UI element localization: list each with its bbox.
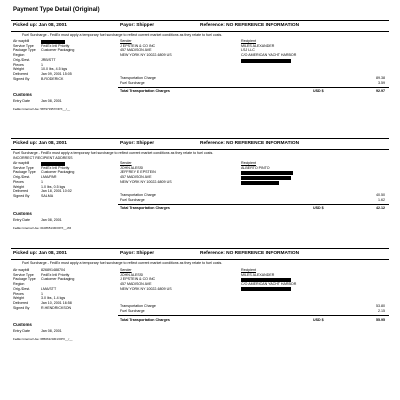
divider bbox=[118, 204, 389, 205]
sender-block: Sender JOHN ALESSI JEFFREY E EPSTEIN 457 MADISON AVE NEW YORK NY 10022-6809 US bbox=[120, 161, 172, 184]
redacted-address bbox=[241, 181, 279, 185]
picked-up: Picked up: Jan 08, 2001 bbox=[13, 141, 67, 146]
divider bbox=[11, 20, 389, 21]
picked-up: Picked up: Jan 08, 2001 bbox=[13, 251, 67, 256]
detail-values: 826891488704 FedEx Intl Priority Customer Packaging LMA/STT 1 3.0 lbs, 1.4 kgs Jan 10, 2001 16:58 R.HENDRICKSON bbox=[41, 268, 75, 310]
redacted-address bbox=[241, 278, 291, 282]
internal-use: FedEx Internal Use: 587973357/OPX__/__ bbox=[13, 107, 71, 111]
transportation-charge-value: 40.50 bbox=[376, 193, 385, 197]
entry-date-label: Entry Date bbox=[13, 218, 30, 222]
currency-label: USD $ bbox=[313, 318, 324, 322]
internal-use: FedEx Internal Use: 685061/3301/OPX__/__ bbox=[13, 337, 73, 341]
currency-label: USD $ bbox=[313, 89, 324, 93]
recipient-block: Recipient ALBERTO PINTO bbox=[241, 161, 270, 170]
divider bbox=[118, 315, 389, 316]
redacted-address bbox=[241, 59, 291, 63]
transportation-charge-label: Transportation Charge bbox=[120, 193, 156, 197]
divider bbox=[11, 259, 389, 260]
reference: Reference: NO REFERENCE INFORMATION bbox=[200, 23, 300, 28]
customs-heading: Customs bbox=[13, 92, 32, 97]
detail-labels: Air waybill Service Type Package Type Region Orig./Dest. Pieces Weight Delivered Signed By bbox=[13, 268, 36, 310]
payor: Payor: Shipper bbox=[120, 23, 155, 28]
fuel-surcharge-label: Fuel Surcharge bbox=[120, 198, 145, 202]
page-title: Payment Type Detail (Original) bbox=[13, 7, 100, 13]
customs-heading: Customs bbox=[13, 322, 32, 327]
total-label: Total Transportation Charges bbox=[120, 206, 170, 210]
transportation-charge-value: 89.38 bbox=[376, 76, 385, 80]
fuel-surcharge-value: 1.62 bbox=[378, 198, 385, 202]
currency-label: USD $ bbox=[313, 206, 324, 210]
divider bbox=[11, 31, 389, 32]
transportation-charge-label: Transportation Charge bbox=[120, 304, 156, 308]
entry-date-value: Jan 08, 2001 bbox=[41, 329, 62, 333]
customs-heading: Customs bbox=[13, 211, 32, 216]
fuel-notice: Fuel Surcharge - FedEx must apply a temporary fuel surcharge to reflect current market conditions as they relate to fuel costs. bbox=[13, 151, 214, 155]
entry-date-label: Entry Date bbox=[13, 99, 30, 103]
entry-date-label: Entry Date bbox=[13, 329, 30, 333]
delivery-note: INCORRECT RECIPIENT ADDRESS bbox=[13, 155, 73, 160]
divider bbox=[11, 138, 389, 139]
total-label: Total Transportation Charges bbox=[120, 318, 170, 322]
total-label: Total Transportation Charges bbox=[120, 89, 170, 93]
detail-labels: Air waybill Service Type Package Type Orig./Dest. Pieces Weight Delivered Signed By bbox=[13, 161, 36, 198]
reference: Reference: NO REFERENCE INFORMATION bbox=[200, 251, 300, 256]
redacted-address bbox=[241, 287, 291, 291]
total-value: 92.97 bbox=[376, 89, 385, 93]
sender-block: Sender JOHN ALESSI J EPSTEIN & CO INC 457 MADISON AVE NEW YORK NY 10022-6809 US bbox=[120, 268, 172, 291]
payor: Payor: Shipper bbox=[120, 141, 155, 146]
fuel-surcharge-label: Fuel Surcharge bbox=[120, 81, 145, 85]
fuel-surcharge-label: Fuel Surcharge bbox=[120, 309, 145, 313]
recipient-block: Recipient MILES ALEXANDER LSJ LLC C/O AMERICAN YACHT HARBOR bbox=[241, 39, 297, 58]
detail-values: FedEx Intl Priority Customer Packaging JRB/STT 1 10.0 lbs, 4.5 kgs Jan 09, 2001 15:05 B.RODERICK bbox=[41, 43, 75, 81]
divider bbox=[11, 149, 389, 150]
detail-values: FedEx Intl Priority Customer Packaging LMA/PAR 1 1.0 lbs, 0.5 kgs Jan 18, 2001 10:02 SALMA bbox=[41, 165, 75, 198]
entry-date-value: Jan 08, 2001 bbox=[41, 218, 62, 222]
divider bbox=[11, 248, 389, 249]
divider bbox=[118, 87, 389, 88]
recipient-block: Recipient MILES ALEXANDER C/O AMERICAN YACHT HARBOR bbox=[241, 268, 297, 287]
total-value: 55.95 bbox=[376, 318, 385, 322]
payor: Payor: Shipper bbox=[120, 251, 155, 256]
detail-labels: Air waybill Service Type Package Type Region Orig./Dest. Pieces Weight Delivered Signed By bbox=[13, 39, 36, 81]
redacted-address bbox=[241, 171, 293, 175]
picked-up: Picked up: Jan 08, 2001 bbox=[13, 23, 67, 28]
transportation-charge-label: Transportation Charge bbox=[120, 76, 156, 80]
fuel-notice: Fuel Surcharge - FedEx must apply a temporary fuel surcharge to reflect current market conditions as they relate to fuel costs. bbox=[22, 33, 223, 37]
redacted-address bbox=[241, 176, 291, 180]
fuel-surcharge-value: 3.59 bbox=[378, 81, 385, 85]
reference: Reference: NO REFERENCE INFORMATION bbox=[200, 141, 300, 146]
fuel-surcharge-value: 2.15 bbox=[378, 309, 385, 313]
entry-date-value: Jan 08, 2001 bbox=[41, 99, 62, 103]
internal-use: FedEx Internal Use: 0108651/30/OPX__/A5 bbox=[13, 226, 72, 230]
total-value: 42.12 bbox=[376, 206, 385, 210]
transportation-charge-value: 53.80 bbox=[376, 304, 385, 308]
sender-block: Sender J EPSTEIN & CO INC 457 MADISON AVE NEW YORK NY 10022-6809 US bbox=[120, 39, 172, 58]
fuel-notice: Fuel Surcharge - FedEx must apply a temporary fuel surcharge to reflect current market conditions as they relate to fuel costs. bbox=[22, 261, 223, 265]
